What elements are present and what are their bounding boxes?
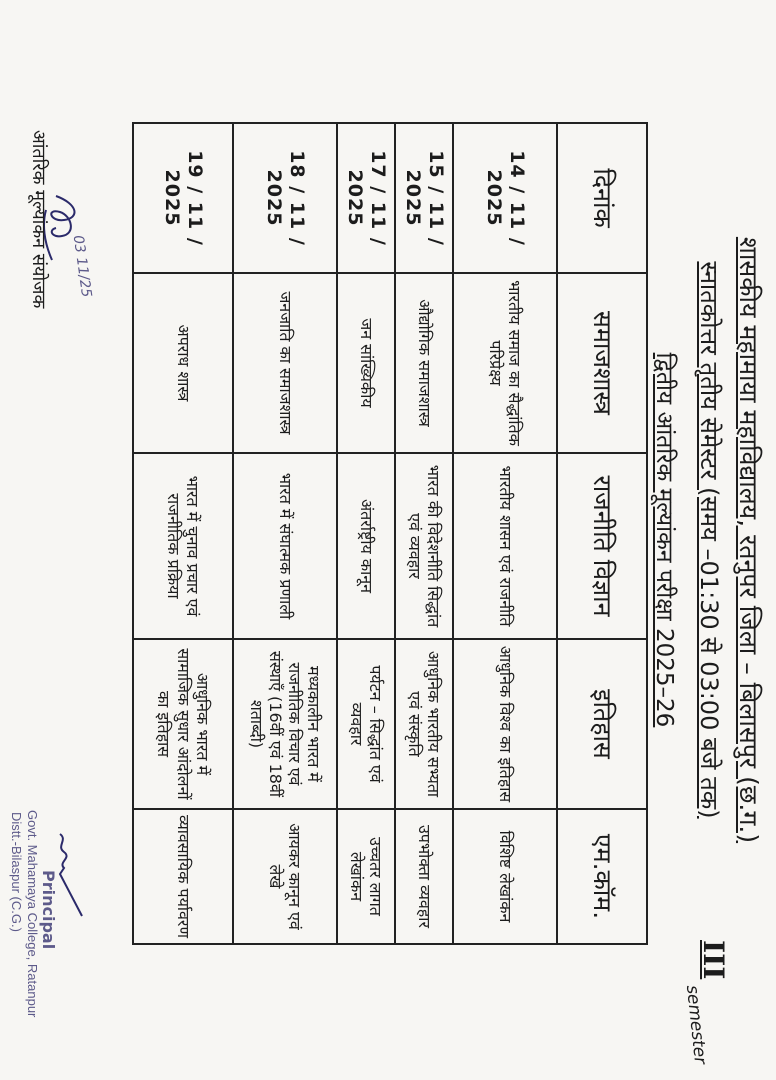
subject-cell: पर्यटन – सिद्धांत एवं व्यवहार	[337, 639, 395, 809]
table-row	[395, 123, 453, 944]
exam-timetable	[132, 122, 648, 945]
principal-stamp-college: Govt. Mahamaya College, Ratanpur	[25, 810, 40, 1018]
table-row	[133, 123, 233, 944]
table-row	[233, 123, 337, 944]
subject-cell: भारत की विदेशनीति सिद्धांत एवं व्यवहार	[395, 453, 453, 639]
principal-stamp-district: Distt.-Bilaspur (C.G.)	[9, 812, 24, 932]
subject-cell: व्यावसायिक पर्यावरण	[133, 809, 233, 944]
subject-cell: भारतीय शासन एवं राजनीति	[453, 453, 557, 639]
subject-cell: जनजाति का समाजशास्त्र	[233, 273, 337, 453]
date-cell: 19 / 11 / 2025	[133, 123, 233, 273]
subject-cell: आधुनिक विश्व का इतिहास	[453, 639, 557, 809]
date-cell: 15 / 11 / 2025	[395, 123, 453, 273]
coordinator-signature-date: 03 11/25	[69, 234, 95, 299]
subject-cell: औद्योगिक समाजशास्त्र	[395, 273, 453, 453]
subject-cell: अंतर्राष्ट्रीय कानून	[337, 453, 395, 639]
subject-cell: विशिष्ट लेखांकन	[453, 809, 557, 944]
column-header-history: इतिहास	[557, 639, 647, 809]
subject-cell: आयकर कानून एवं लेखे	[233, 809, 337, 944]
subject-cell: आधुनिक भारत में सामाजिक सुधार आंदोलनों का इतिहास	[133, 639, 233, 809]
principal-stamp-title: Principal	[39, 870, 58, 950]
subject-cell: जन सांख्यिकीय	[337, 273, 395, 453]
date-cell: 14 / 11 / 2025	[453, 123, 557, 273]
semester-handwritten-note: semester	[681, 984, 711, 1066]
table-header-row	[557, 123, 647, 944]
column-header-date: दिनांक	[557, 123, 647, 273]
coordinator-label: आंतरिक मूल्यांकन संयोजक	[28, 130, 49, 309]
column-header-political-science: राजनीति विज्ञान	[557, 453, 647, 639]
date-cell: 18 / 11 / 2025	[233, 123, 337, 273]
college-title: शासकीय महामाया महाविद्यालय, रतनुपर जिला – बिलासपुर (छ.ग.)	[734, 236, 763, 844]
subject-cell: उच्चतर लागत लेखांकन	[337, 809, 395, 944]
table-row	[337, 123, 395, 944]
subject-cell: भारत में संघात्मक प्रणाली	[233, 453, 337, 639]
subject-cell: अपराध शास्त्र	[133, 273, 233, 453]
semester-roman-numeral: III	[697, 940, 730, 980]
course-title: स्नातकोत्तर तृतीय सेमेस्टर (समय –01:30 से 03:00 बजे तक)	[695, 261, 723, 819]
column-header-sociology: समाजशास्त्र	[557, 273, 647, 453]
subject-cell: आधुनिक भारतीय सभ्यता एवं संस्कृति	[395, 639, 453, 809]
column-header-mcom: एम.कॉम.	[557, 809, 647, 944]
table-row	[453, 123, 557, 944]
exam-title: द्वितीय आंतरिक मूल्यांकन परीक्षा 2025–26	[651, 352, 677, 728]
subject-cell: भारत में चुनाव प्रचार एवं राजनीतिक प्रक्रिया	[133, 453, 233, 639]
date-cell: 17 / 11 / 2025	[337, 123, 395, 273]
subject-cell: उपभोक्ता व्यवहार	[395, 809, 453, 944]
subject-cell: मध्यकालीन भारत में राजनीतिक विचार एवं संस्थाएँ (16वीं एवं 18वीं शताब्दी)	[233, 639, 337, 809]
subject-cell: भारतीय समाज का सैद्धांतिक परिप्रेक्ष्य	[453, 273, 557, 453]
